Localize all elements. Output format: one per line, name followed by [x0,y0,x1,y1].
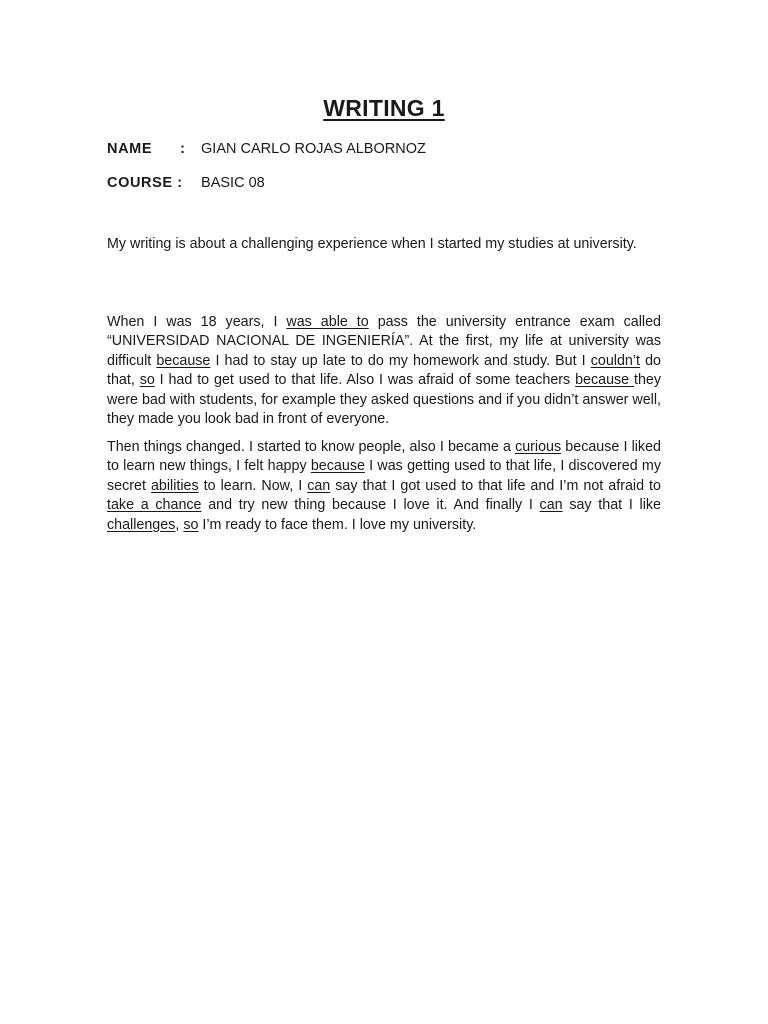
underlined-phrase: can [307,477,331,494]
underlined-phrase: curious [515,439,562,455]
name-label: NAME : [107,141,186,157]
underlined-phrase: was able to [286,314,369,330]
underlined-phrase: abilities [150,477,199,494]
course-value: BASIC 08 [201,175,265,191]
underlined-phrase: so [139,372,155,389]
underlined-phrase: because [156,352,211,369]
document-title: WRITING 1 [323,95,445,121]
underlined-phrase: because [575,372,634,389]
underlined-phrase: can [539,497,563,514]
intro-paragraph: My writing is about a challenging experience when I started my studies at university. [107,236,637,252]
underlined-phrase: because [310,458,365,475]
underlined-phrase: take a chance [107,497,202,514]
underlined-phrase: couldn’t [590,352,641,369]
body-paragraph-1: When I was 18 years, I was able to pass the university entrance exam called “UNIVERSIDAD NACIONAL DE INGENIERÍA”. At the first, my life at university was difficult because I had to stay up late to do my homework and study. But I couldn’t do that, so I had to get used to that life. Also I was afraid of some teachers because they were bad with students, for example they asked questions and if you didn’t answer well, they made you look bad in front of everyone. [107,314,662,428]
course-label: COURSE : [107,175,183,191]
underlined-phrase: so [183,516,199,533]
underlined-phrase: challenges [107,516,176,533]
body-paragraph-2: Then things changed. I started to know people, also I became a curious because I liked to learn new things, I felt happy because I was getting used to that life, I discovered my secret abilities to learn. Now, I can say that I got used to that life and I’m not afraid to take a chance and try new thing because I love it. And finally I can say that I like challenges, so I’m ready to face them. I love my university. [107,439,661,533]
name-value: GIAN CARLO ROJAS ALBORNOZ [201,141,426,157]
name-field [107,140,426,158]
document-page [107,0,661,1024]
course-field [107,174,265,192]
